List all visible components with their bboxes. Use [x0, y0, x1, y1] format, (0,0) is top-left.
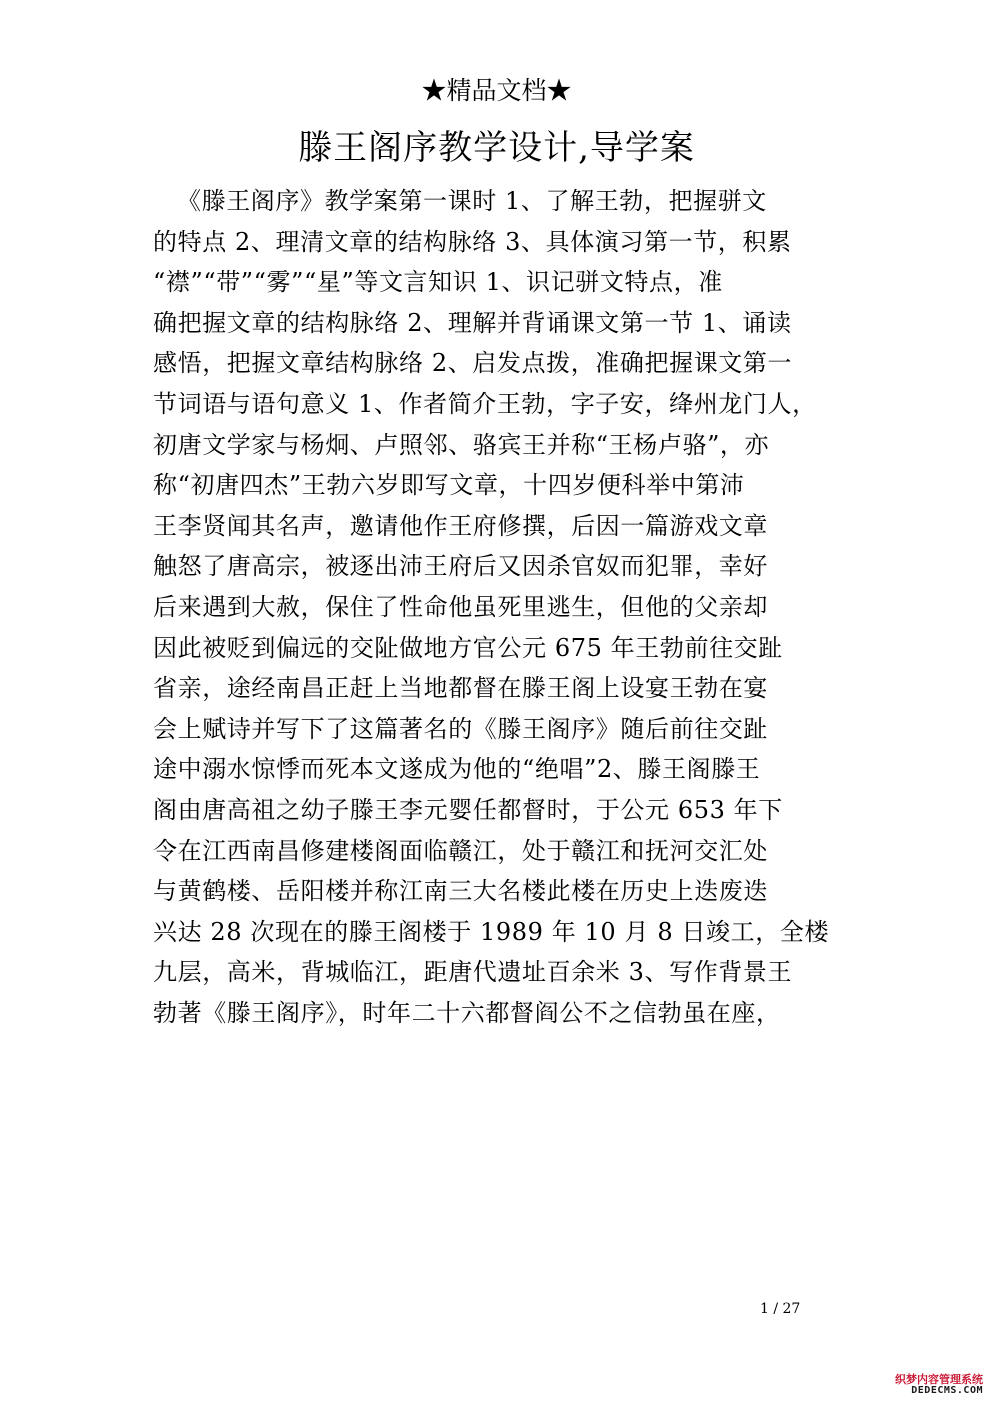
watermark-cn-text: 织梦内容管理系统 — [895, 1373, 983, 1386]
body-line: 称“初唐四杰”王勃六岁即写文章，十四岁便科举中第沛 — [153, 471, 745, 500]
body-line: 九层，高米，背城临江，距唐代遗址百余米 3、写作背景王 — [153, 958, 793, 987]
header-mark: ★精品文档★ — [421, 76, 572, 105]
body-line: 《滕王阁序》教学案第一课时 1、了解王勃，把握骈文 — [177, 187, 767, 215]
body-line: 途中溺水惊悸而死本文遂成为他的“绝唱”2、滕王阁滕王 — [153, 755, 761, 784]
body-line: 触怒了唐高宗，被逐出沛王府后又因杀官奴而犯罪，幸好 — [153, 552, 768, 581]
watermark-en-text: DEDECMS.COM — [911, 1385, 983, 1396]
body-line: 感悟，把握文章结构脉络 2、启发点拨，准确把握课文第一 — [153, 349, 793, 378]
watermark-logo — [879, 1374, 983, 1396]
body-line: 确把握文章的结构脉络 2、理解并背诵课文第一节 1、诵读 — [153, 308, 792, 337]
page-number: 1 / 27 — [760, 1301, 801, 1317]
body-line: 初唐文学家与杨炯、卢照邻、骆宾王并称“王杨卢骆”，亦 — [153, 430, 770, 459]
body-line: 王李贤闻其名声，邀请他作王府修撰，后因一篇游戏文章 — [153, 511, 768, 540]
body-line: “襟”“带”“雾”“星”等文言知识 1、识记骈文特点，准 — [153, 268, 723, 297]
body-line: 省亲，途经南昌正赶上当地都督在滕王阁上设宴王勃在宴 — [153, 674, 768, 703]
body-line: 阁由唐高祖之幼子滕王李元婴任都督时，于公元 653 年下 — [153, 795, 783, 824]
body-line: 节词语与语句意义 1、作者简介王勃，字子安，绛州龙门人， — [153, 389, 817, 418]
body-line: 勃著《滕王阁序》，时年二十六都督阎公不之信勃虽在座， — [153, 998, 781, 1027]
document-title: 滕王阁序教学设计,导学案 — [298, 128, 695, 168]
body-line: 令在江西南昌修建楼阁面临赣江，处于赣江和抚河交汇处 — [153, 836, 768, 865]
body-line: 后来遇到大赦，保住了性命他虽死里逃生，但他的父亲却 — [153, 592, 768, 621]
body-line: 兴达 28 次现在的滕王阁楼于 1989 年 10 月 8 日竣工，全楼 — [153, 917, 830, 946]
body-line: 与黄鹤楼、岳阳楼并称江南三大名楼此楼在历史上迭废迭 — [153, 877, 768, 906]
body-line: 会上赋诗并写下了这篇著名的《滕王阁序》随后前往交趾 — [153, 714, 768, 743]
document-body — [153, 181, 873, 1033]
body-line: 的特点 2、理清文章的结构脉络 3、具体演习第一节，积累 — [153, 227, 792, 256]
body-line: 因此被贬到偏远的交阯做地方官公元 675 年王勃前往交趾 — [153, 633, 783, 662]
